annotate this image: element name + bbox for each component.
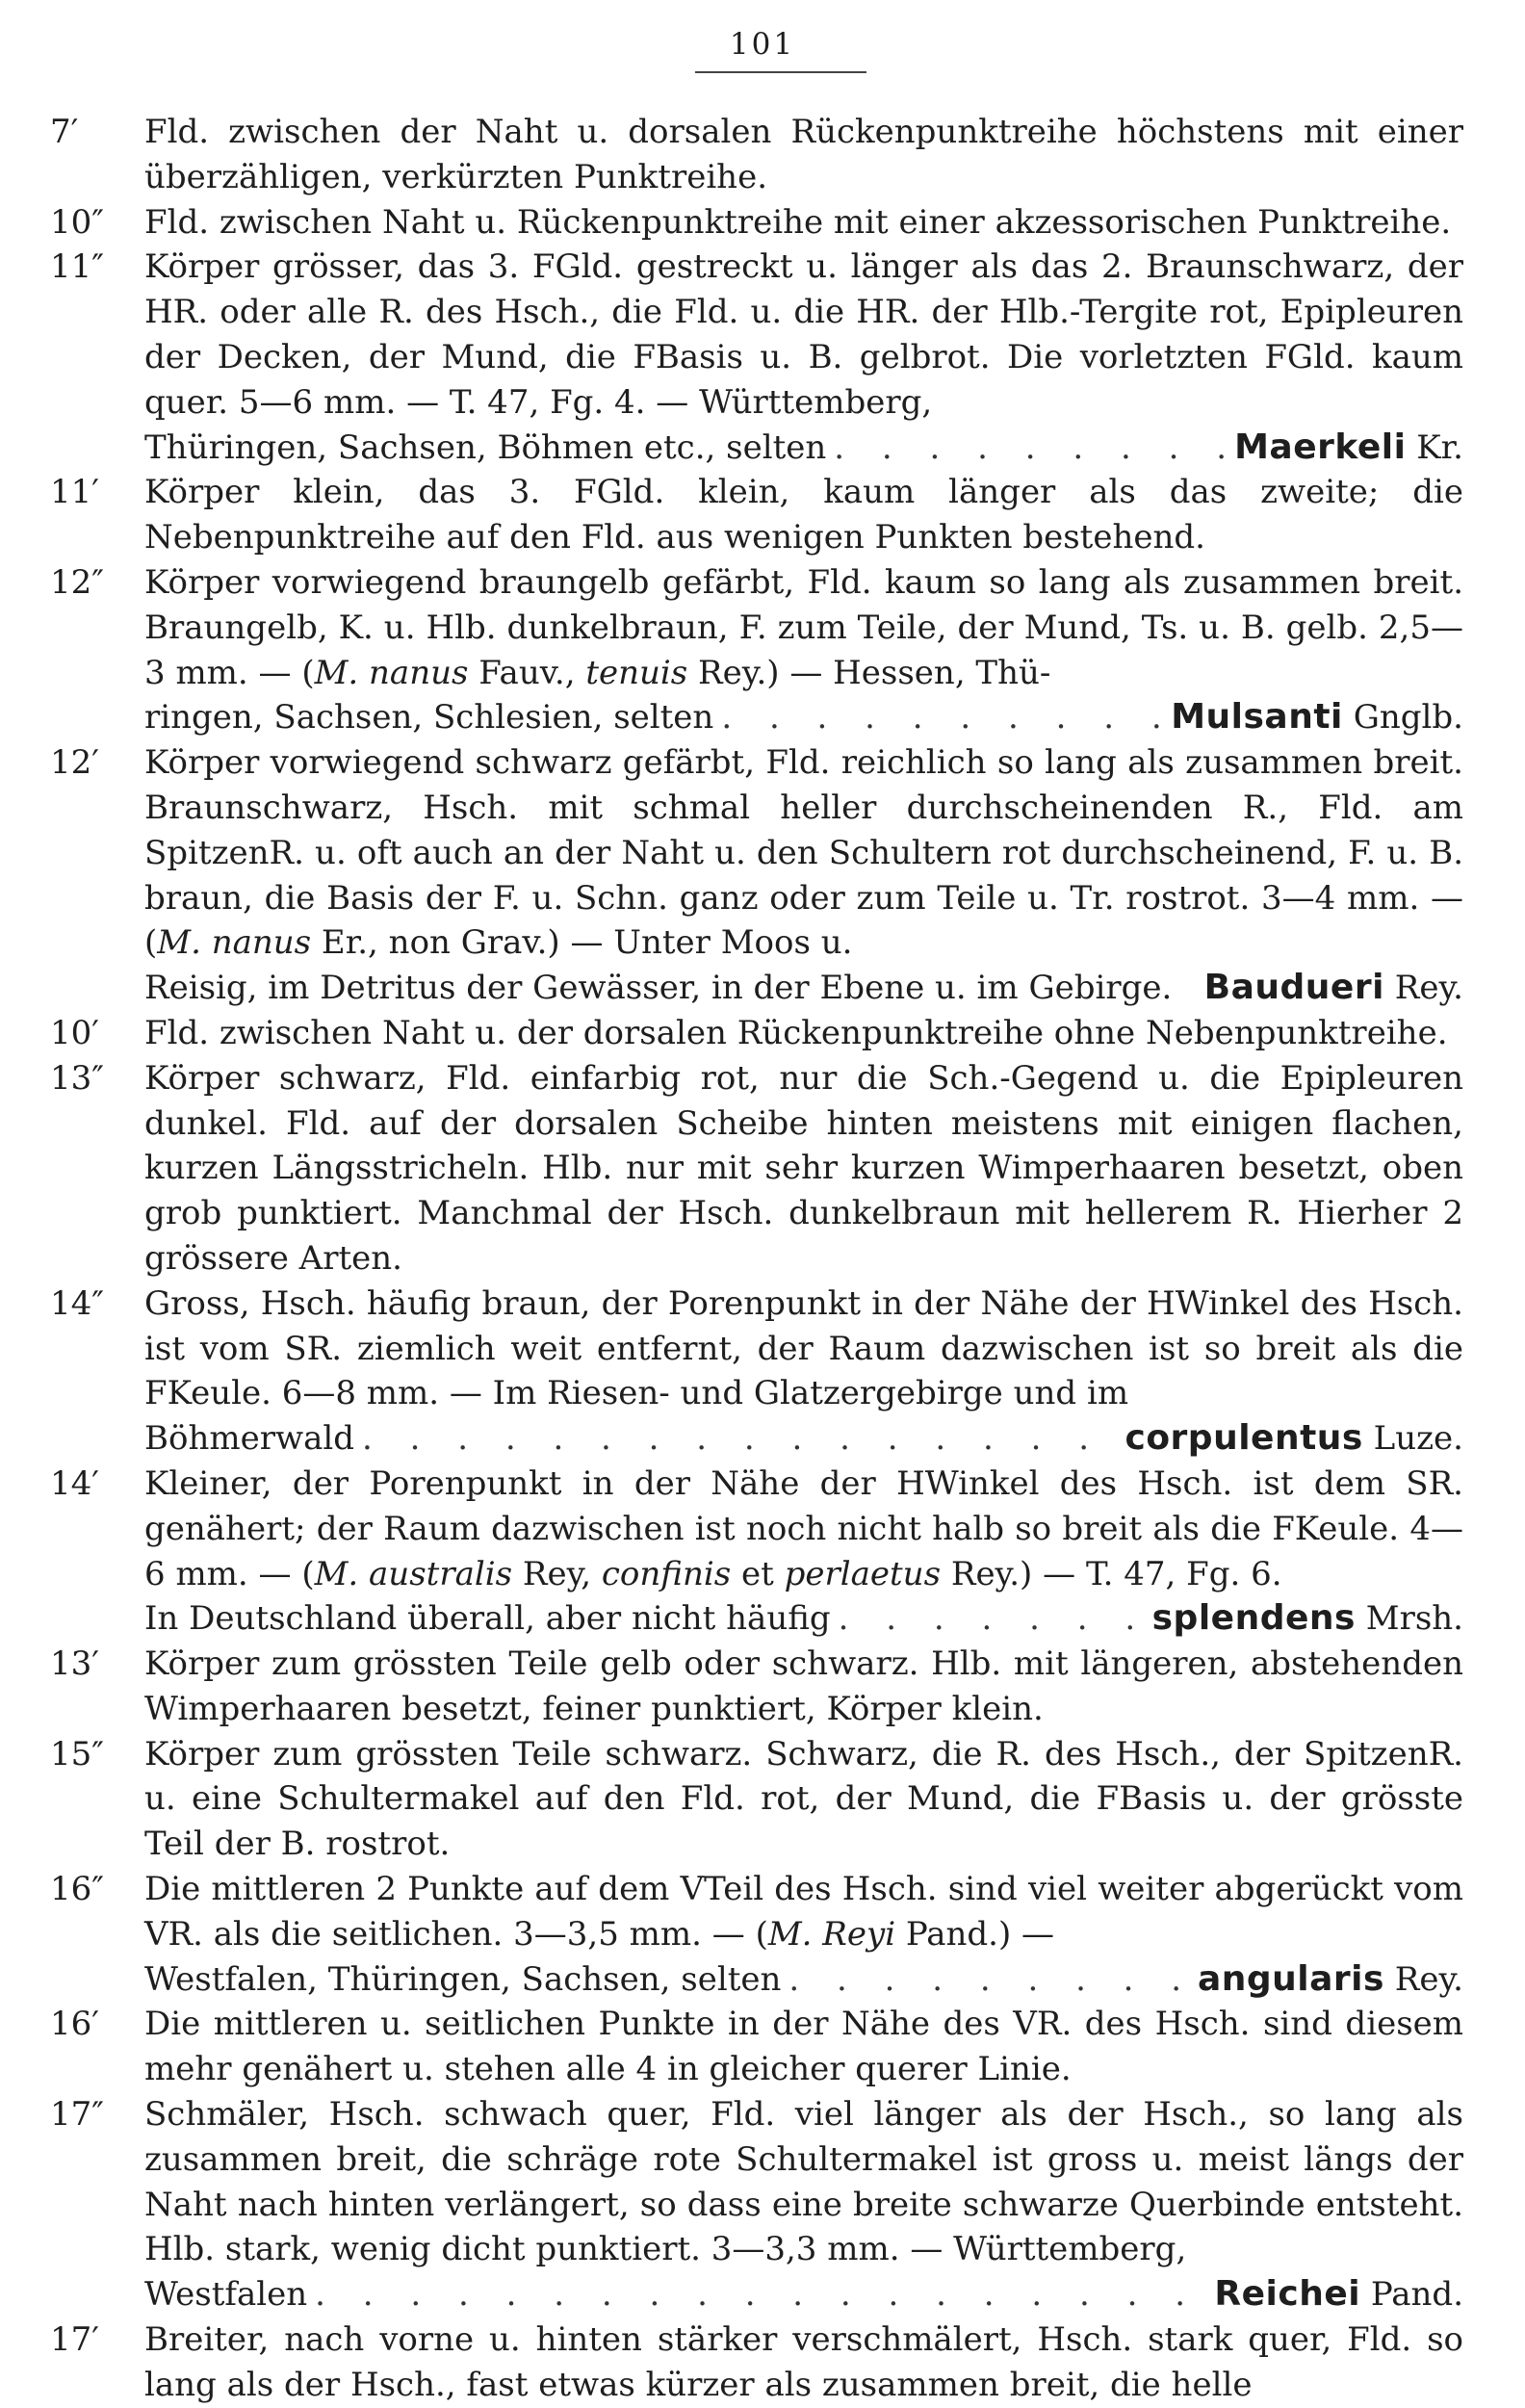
entry-last-line <box>144 695 1463 740</box>
dot-leader <box>781 1957 1198 2003</box>
locality-text: Böhmerwald <box>144 1419 354 1459</box>
key-entry <box>0 1642 1463 1732</box>
couplet-number: 17″ <box>50 2095 104 2135</box>
key-entry <box>0 1462 1463 1642</box>
couplet-number: 10′ <box>50 1013 99 1052</box>
key-entry <box>0 2002 1463 2092</box>
locality-text: Thüringen, Sachsen, Böhmen etc., selten <box>144 427 827 467</box>
key-entry <box>0 1056 1463 1282</box>
page-number: 101 <box>729 27 796 62</box>
header-rule <box>695 71 866 73</box>
entry-text: Körper grösser, das 3. FGld. gestreckt u. länger als das 2. Braunschwarz, der HR. oder alle R. des Hsch., die Fld. u. die HR. der Hlb.-Tergite rot, Epipleuren der Decken, der Mund, die FBasis u. B. gelbrot. Die vorletzten FGld. kaum quer. 5—6 mm. — T. 47, Fg. 4. — Württemberg, <box>144 247 1463 422</box>
locality-text: In Deutschland überall, aber nicht häufig <box>144 1599 831 1639</box>
couplet-number: 11″ <box>50 247 104 287</box>
entry-last-line <box>144 966 1463 1011</box>
entry-last-line <box>144 1416 1463 1462</box>
species-name: Mulsanti <box>1171 697 1343 738</box>
key-entry <box>0 1282 1463 1462</box>
dot-leader <box>354 1416 1125 1462</box>
entry-text: Schmäler, Hsch. schwach quer, Fld. viel länger als der Hsch., so lang als zusammen breit, die schräge rote Schultermakel ist gross u. meist längs der Naht nach hinten verlängert, so dass eine breite schwarze Querbinde entsteht. Hlb. stark, wenig dicht punktiert. 3—3,3 mm. — Württemberg, <box>144 2095 1463 2269</box>
key-entries <box>0 110 1525 2408</box>
couplet-number: 10″ <box>50 202 104 242</box>
species-author: Rey. <box>1394 1959 1463 1999</box>
entry-text: Fld. zwischen Naht u. Rückenpunktreihe mit einer akzessorischen Punktreihe. <box>144 202 1452 242</box>
dot-leader <box>713 695 1171 740</box>
dot-leader <box>307 2272 1214 2317</box>
synonym: confinis <box>601 1554 732 1593</box>
couplet-number: 16′ <box>50 2005 99 2044</box>
key-entry <box>0 1011 1463 1056</box>
key-entry <box>0 245 1463 470</box>
locality-text: ringen, Sachsen, Schlesien, selten <box>144 698 714 738</box>
entry-last-line <box>144 2272 1463 2317</box>
couplet-number: 13′ <box>50 1644 99 1684</box>
species-author: Rey. <box>1394 969 1463 1008</box>
locality-text: Reisig, im Detritus der Gewässer, in der Ebene u. im Gebirge. <box>144 969 1173 1008</box>
entry-text: Körper schwarz, Fld. einfarbig rot, nur die Sch.-Gegend u. die Epipleuren dunkel. Fld. auf der dorsalen Scheibe hinten meistens mit einigen flachen, kurzen Längsstricheln. Hlb. nur mit sehr kurzen Wimperhaaren besetzt, oben grob punktiert. Manchmal der Hsch. dunkelbraun mit hellerem R. Hierher 2 grössere Arten. <box>144 1058 1463 1278</box>
entry-text: Rey.) — T. 47, Fg. 6. <box>941 1554 1282 1593</box>
entry-text: Die mittleren u. seitlichen Punkte in der Nähe des VR. des Hsch. sind diesem mehr genähert u. stehen alle 4 in gleicher querer Linie. <box>144 2005 1463 2089</box>
synonym: M. nanus <box>314 653 469 692</box>
entry-last-line <box>144 1596 1463 1642</box>
species-label <box>1171 695 1463 740</box>
key-entry <box>0 1867 1463 2002</box>
entry-text: Körper zum grössten Teile gelb oder schwarz. Hlb. mit längeren, abstehenden Wimperhaaren besetzt, feiner punktiert, Körper klein. <box>144 1644 1463 1728</box>
species-name: Maerkeli <box>1234 427 1407 467</box>
couplet-number: 12′ <box>50 743 99 783</box>
species-label <box>1214 2272 1463 2317</box>
species-label <box>1124 1416 1463 1462</box>
species-name: Reichei <box>1214 2274 1361 2315</box>
key-entry <box>0 740 1463 1011</box>
entry-text: Körper zum grössten Teile schwarz. Schwarz, die R. des Hsch., der SpitzenR. u. eine Schultermakel auf den Fld. rot, der Mund, die FBasis u. der grösste Teil der B. rostrot. <box>144 1734 1463 1864</box>
synonym: M. nanus <box>157 923 312 963</box>
species-author: Luze. <box>1373 1419 1463 1459</box>
entry-text: Pand.) — <box>895 1914 1055 1954</box>
species-author: Gnglb. <box>1353 698 1463 738</box>
entry-text: Fld. zwischen Naht u. der dorsalen Rückenpunktreihe ohne Nebenpunktreihe. <box>144 1013 1448 1052</box>
key-entry <box>0 1732 1463 1867</box>
entry-text: Körper vorwiegend braungelb gefärbt, Fld. kaum so lang als zusammen breit. Braungelb, K. u. Hlb. dunkelbraun, F. zum Teile, der Mund, Ts. u. B. gelb. 2,5—3 mm. — ( <box>144 562 1463 692</box>
entry-text: Rey.) — Hessen, Thü- <box>687 653 1051 692</box>
couplet-number: 12″ <box>50 562 104 602</box>
species-label <box>1152 1596 1463 1642</box>
synonym: tenuis <box>585 653 688 692</box>
couplet-number: 13″ <box>50 1058 104 1098</box>
entry-text: et <box>731 1554 785 1593</box>
species-label <box>1204 966 1463 1011</box>
couplet-number: 16″ <box>50 1870 104 1909</box>
species-label <box>1234 426 1463 471</box>
locality-text: Westfalen <box>144 2275 308 2315</box>
synonym: M. australis <box>314 1554 513 1593</box>
entry-text: Fld. zwischen der Naht u. dorsalen Rückenpunktreihe höchstens mit einer überzähligen, verkürzten Punktreihe. <box>144 113 1463 196</box>
couplet-number: 11′ <box>50 473 99 512</box>
key-entry <box>0 560 1463 740</box>
species-name: angularis <box>1197 1958 1384 1999</box>
couplet-number: 17′ <box>50 2320 99 2360</box>
entry-text: Fauv., <box>468 653 586 692</box>
couplet-number: 14′ <box>50 1463 99 1503</box>
entry-text: Rey, <box>512 1554 602 1593</box>
key-entry <box>0 470 1463 560</box>
species-name: splendens <box>1151 1598 1356 1639</box>
key-entry <box>0 110 1463 200</box>
entry-text: Kleiner, der Porenpunkt in der Nähe der HWinkel des Hsch. ist dem SR. genähert; der Raum dazwischen ist noch nicht halb so breit als die FKeule. 4—6 mm. — ( <box>144 1463 1463 1593</box>
synonym: perlaetus <box>784 1554 942 1593</box>
species-author: Kr. <box>1416 427 1463 467</box>
species-name: Baudueri <box>1203 968 1384 1008</box>
key-entry <box>0 2317 1463 2408</box>
entry-text: Körper klein, das 3. FGld. klein, kaum länger als das zweite; die Nebenpunktreihe auf den Fld. aus wenigen Punkten bestehend. <box>144 473 1463 557</box>
entry-text: Körper vorwiegend schwarz gefärbt, Fld. reichlich so lang als zusammen breit. Braunschwarz, Hsch. mit schmal heller durchscheinenden R., Fld. am SpitzenR. u. oft auch an der Naht u. den Schultern rot durchscheinend, F. u. B. braun, die Basis der F. u. Schn. ganz oder zum Teile u. Tr. rostrot. 3—4 mm. — ( <box>144 743 1463 963</box>
species-author: Mrsh. <box>1365 1599 1463 1639</box>
entry-text: Er., non Grav.) — Unter Moos u. <box>311 923 853 963</box>
dot-leader <box>826 426 1234 471</box>
couplet-number: 7′ <box>50 113 79 151</box>
synonym: M. Reyi <box>767 1914 896 1954</box>
species-name: corpulentus <box>1124 1418 1363 1459</box>
key-entry <box>0 200 1463 246</box>
couplet-number: 15″ <box>50 1734 104 1774</box>
locality-text: Westfalen, Thüringen, Sachsen, selten <box>144 1959 782 1999</box>
entry-text: Die mittleren 2 Punkte auf dem VTeil des Hsch. sind viel weiter abgerückt vom VR. als die seitlichen. 3—3,5 mm. — ( <box>144 1870 1463 1954</box>
entry-text: Breiter, nach vorne u. hinten stärker verschmälert, Hsch. stark quer, Fld. so lang als der Hsch., fast etwas kürzer als zusammen breit, die helle <box>144 2320 1463 2404</box>
entry-last-line <box>144 426 1463 471</box>
dot-leader <box>831 1596 1152 1642</box>
key-entry <box>0 2092 1463 2317</box>
species-author: Pand. <box>1370 2275 1463 2315</box>
couplet-number: 14″ <box>50 1283 104 1323</box>
entry-last-line <box>144 1957 1463 2003</box>
species-label <box>1198 1957 1463 2003</box>
entry-text: Gross, Hsch. häufig braun, der Porenpunkt in der Nähe der HWinkel des Hsch. ist vom SR. ziemlich weit entfernt, der Raum dazwischen ist so breit als die FKeule. 6—8 mm. — Im Riesen- und Glatzergebirge und im <box>144 1283 1463 1413</box>
